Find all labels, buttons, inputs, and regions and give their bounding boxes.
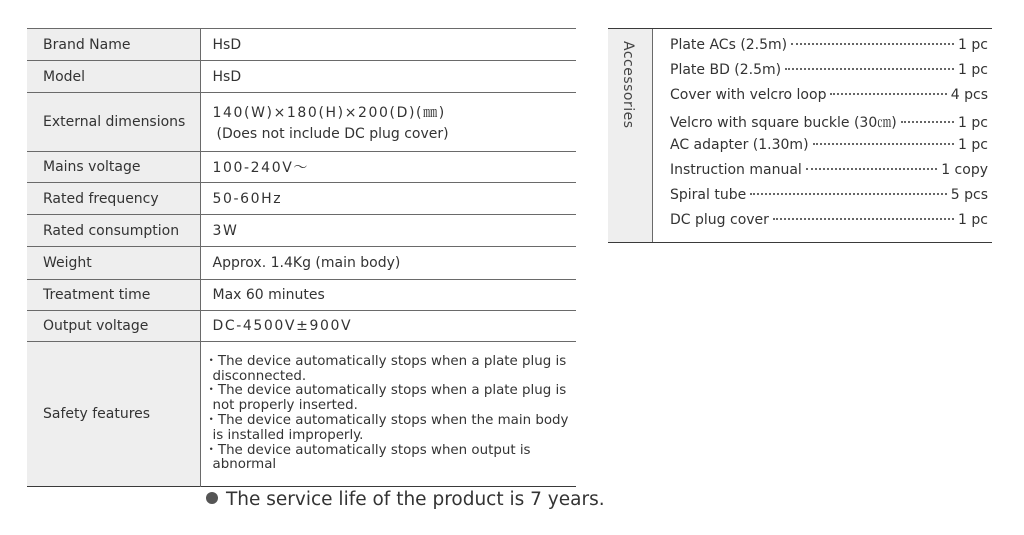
accessory-qty: 1 pc (958, 212, 988, 228)
accessories-list (670, 37, 988, 237)
spec-value: 50-60Hz (200, 183, 576, 215)
spec-row-rated-frequency (27, 183, 576, 215)
dot-leader (773, 218, 954, 220)
accessory-name: Spiral tube (670, 187, 747, 203)
accessory-qty: 1 pc (958, 37, 988, 53)
spec-value: HsD (200, 29, 576, 61)
spec-value: DC-4500V±900V (200, 311, 576, 342)
accessory-name: AC adapter (1.30m) (670, 137, 809, 153)
accessories-header (608, 29, 653, 242)
spec-label: Safety features (27, 342, 200, 487)
spec-row-treatment-time (27, 280, 576, 311)
accessory-qty: 1 pc (958, 137, 988, 153)
spec-row-weight (27, 247, 576, 280)
service-life-note (206, 489, 605, 510)
spec-row-external-dimensions (27, 93, 576, 152)
accessory-item (670, 212, 988, 237)
spec-row-output-voltage (27, 311, 576, 342)
dot-leader (813, 143, 955, 145)
spec-value-cell (200, 93, 576, 152)
spec-value: 140(W)×180(H)×200(D)(㎜) (212, 105, 446, 121)
spec-label: Mains voltage (27, 152, 200, 183)
accessory-item (670, 162, 988, 187)
bullet-icon (206, 492, 218, 504)
accessory-item (670, 137, 988, 162)
accessory-name: Plate BD (2.5m) (670, 62, 782, 78)
accessory-name: Instruction manual (670, 162, 802, 178)
accessories-title: Accessories (620, 41, 636, 129)
spec-row-safety-features (27, 342, 576, 487)
accessory-qty: 1 pc (958, 115, 988, 131)
spec-value: 3W (200, 215, 576, 247)
accessory-name: Plate ACs (2.5m) (670, 37, 788, 53)
safety-feature-item: ・The device automatically stops when a plate plug is not properly inserted. (204, 383, 567, 414)
spec-row-brand-name (27, 29, 576, 61)
spec-label: Model (27, 61, 200, 93)
accessory-item (670, 87, 988, 112)
spec-value: Approx. 1.4Kg (main body) (200, 247, 576, 280)
accessories-table (608, 28, 992, 243)
accessory-qty: 4 pcs (950, 87, 988, 103)
safety-feature-item: ・The device automatically stops when a plate plug is disconnected. (204, 353, 567, 384)
accessory-item (670, 187, 988, 212)
spec-note: (Does not include DC plug cover) (216, 126, 449, 142)
dot-leader (750, 193, 947, 195)
service-life-text: The service life of the product is 7 years. (226, 489, 605, 510)
spec-label: External dimensions (27, 93, 200, 152)
spec-value: 100-240V～ (200, 152, 576, 183)
safety-feature-item: ・The device automatically stops when output is abnormal (204, 442, 531, 473)
accessory-qty: 1 copy (941, 162, 988, 178)
accessory-qty: 1 pc (958, 62, 988, 78)
accessory-item (670, 62, 988, 87)
accessory-name: Cover with velcro loop (670, 87, 827, 103)
spec-row-model (27, 61, 576, 93)
specifications-table (27, 28, 576, 487)
spec-label: Treatment time (27, 280, 200, 311)
accessory-name: Velcro with square buckle (30㎝) (670, 115, 897, 131)
spec-value: Max 60 minutes (200, 280, 576, 311)
accessory-name: DC plug cover (670, 212, 769, 228)
safety-features-list (200, 342, 576, 487)
spec-value: HsD (200, 61, 576, 93)
spec-label: Brand Name (27, 29, 200, 61)
dot-leader (901, 121, 954, 123)
dot-leader (806, 168, 937, 170)
dot-leader (785, 68, 954, 70)
dot-leader (791, 43, 954, 45)
spec-label: Output voltage (27, 311, 200, 342)
spec-label: Rated consumption (27, 215, 200, 247)
safety-feature-item: ・The device automatically stops when the main body is installed improperly. (204, 413, 569, 443)
spec-row-rated-consumption (27, 215, 576, 247)
dot-leader (830, 93, 946, 95)
accessory-qty: 5 pcs (950, 187, 988, 203)
spec-row-mains-voltage (27, 152, 576, 183)
accessory-item (670, 37, 988, 62)
spec-label: Weight (27, 247, 200, 280)
accessory-item (670, 112, 988, 137)
spec-label: Rated frequency (27, 183, 200, 215)
